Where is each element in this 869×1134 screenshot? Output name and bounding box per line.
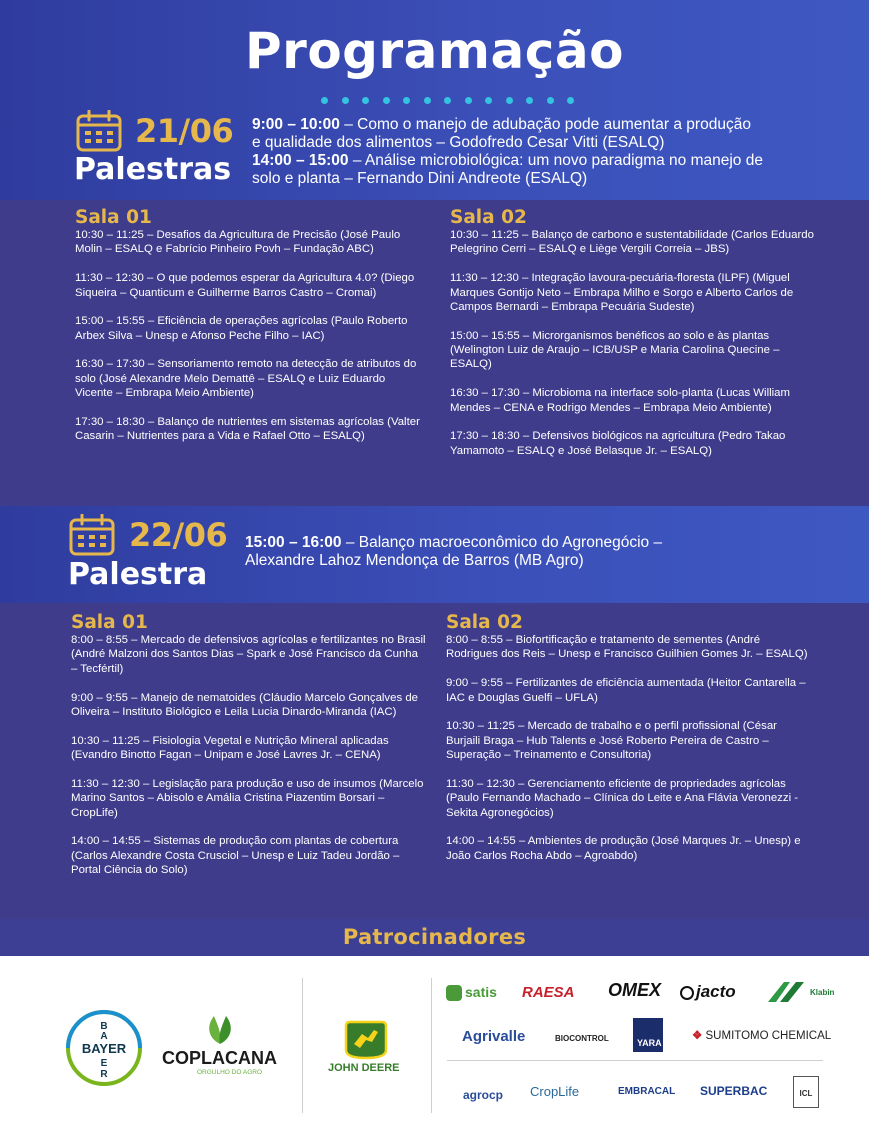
list-item: 14:00 – 14:55 – Ambientes de produção (José Marques Jr. – Unesp) e João Carlos Rocha Abdo – Agroabdo) <box>446 835 801 862</box>
svg-text:A: A <box>100 1031 108 1042</box>
decorative-dots <box>321 97 574 104</box>
list-item: 8:00 – 8:55 – Mercado de defensivos agrícolas e fertilizantes no Brasil (André Malzoni dos Santos Dias – Spark e José Francisco da Cunha – Tecfértil) <box>71 634 426 675</box>
sumitomo-logo: ❖ SUMITOMO CHEMICAL <box>692 1030 832 1042</box>
raesa-logo: RAESA <box>522 984 575 1001</box>
day1-sala02 <box>450 208 815 472</box>
talk-line: 9:00 – 10:00 – Como o manejo de adubação pode aumentar a produção <box>252 116 751 133</box>
calendar-icon <box>76 110 122 152</box>
list-item: 10:30 – 11:25 – Balanço de carbono e sustentabilidade (Carlos Eduardo Pelegrino Cerri – ESALQ e Liège Vergili Correia – JBS) <box>450 229 814 256</box>
list-item: 11:30 – 12:30 – Legislação para produção e uso de insumos (Marcelo Marino Santos – Abisolo e Amália Cristina Piazentim Borsari – CropLife) <box>71 777 424 819</box>
icl-logo: ICL <box>793 1076 819 1108</box>
day2-talks <box>245 534 662 570</box>
day2-label: Palestra <box>68 557 208 592</box>
agrocp-logo: agrocp <box>463 1088 504 1102</box>
sponsors-title: Patrocinadores <box>342 925 527 949</box>
list-item: 10:30 – 11:25 – Desafios da Agricultura de Precisão (José Paulo Molin – ESALQ e Fabrício Pinheiro Povh – Fundação ABC) <box>75 229 401 256</box>
list-item: 8:00 – 8:55 – Biofortificação e tratamento de sementes (André Rodrigues dos Reis – Unesp e Francisco Guilhien Gomes Jr. – ESALQ) <box>446 634 808 661</box>
day1-sessions <box>0 200 869 506</box>
talk-line: 15:00 – 16:00 – Balanço macroeconômico do Agronegócio – <box>245 534 663 551</box>
list-item: 16:30 – 17:30 – Sensoriamento remoto na detecção de atributos do solo (José Alexandre Melo Demattê – ESALQ e Luiz Eduardo Vicente – Embrapa Meio Ambiente) <box>75 358 417 400</box>
embracal-logo: EMBRACAL <box>618 1086 676 1097</box>
svg-text:R: R <box>100 1069 108 1080</box>
bayer-logo <box>64 1008 144 1088</box>
croplife-logo: CropLife <box>530 1084 580 1099</box>
day1-sala01 <box>75 208 425 458</box>
talk-line: e qualidade dos alimentos – Godofredo Cesar Vitti (ESALQ) <box>252 134 665 151</box>
sponsors-logos <box>0 956 869 1134</box>
deer-icon <box>344 1020 388 1060</box>
list-item: 11:30 – 12:30 – Integração lavoura-pecuária-floresta (ILPF) (Miguel Marques Gontijo Neto – Embrapa Milho e Sorgo e Alberto Carlos de Campos Bernardi – Embrapa Pecuária Sudeste) <box>450 272 794 313</box>
list-item: 16:30 – 17:30 – Microbioma na interface solo-planta (Lucas William Mendes – CENA e Rodrigo Mendes – Embrapa Meio Ambiente) <box>450 387 790 414</box>
day2-sala01 <box>71 613 426 892</box>
yara-logo: YARA <box>633 1018 663 1052</box>
john-deere-logo: JOHN DEERE <box>328 1062 400 1074</box>
list-item: 17:30 – 18:30 – Balanço de nutrientes em sistemas agrícolas (Valter Casarin – Nutrientes para a Vida e Rafael Otto – ESALQ) <box>75 415 420 443</box>
list-item: 15:00 – 15:55 – Eficiência de operações agrícolas (Paulo Roberto Arbex Silva – Unesp e Afonso Peche Filho – IAC) <box>75 315 408 342</box>
superbac-logo: SUPERBAC <box>700 1084 768 1098</box>
list-item: 10:30 – 11:25 – Mercado de trabalho e o perfil profissional (César Burjaili Braga – Hub Talents e José Roberto Pereira de Castro – Superação – Treinamento e Consultoria) <box>446 720 777 762</box>
day2-date: 22/06 <box>129 516 228 554</box>
sala-title: Sala 02 <box>450 207 527 228</box>
day2-sessions <box>0 603 869 919</box>
klabin-logo: Klabin <box>766 980 836 1004</box>
sala-title: Sala 01 <box>75 207 152 228</box>
list-item: 17:30 – 18:30 – Defensivos biológicos na agricultura (Pedro Takao Yamamoto – ESALQ e José Belasque Jr. – ESALQ) <box>450 430 786 457</box>
list-item: 11:30 – 12:30 – O que podemos esperar da Agricultura 4.0? (Diego Siqueira – Quanticum e Guilherme Barros Castro – Cromai) <box>75 272 415 299</box>
leaf-icon <box>200 1012 240 1046</box>
omex-logo: OMEX <box>608 980 662 1000</box>
list-item: 9:00 – 9:55 – Fertilizantes de eficiência aumentada (Heitor Cantarella – IAC e Douglas Guelfi – UFLA) <box>446 677 806 704</box>
page-title: Programação <box>245 22 624 80</box>
day1-talks <box>252 116 763 188</box>
coplacana-tagline: ORGULHO DO AGRO <box>197 1069 263 1076</box>
svg-text:BAYER: BAYER <box>81 1041 127 1056</box>
agrivalle-logo: Agrivalle <box>462 1028 526 1045</box>
biocontrol-logo: BIOCONTROL <box>555 1034 609 1043</box>
satis-logo: satis <box>446 984 497 1001</box>
list-item: 14:00 – 14:55 – Sistemas de produção com plantas de cobertura (Carlos Alexandre Costa Crusciol – Unesp e Luiz Tadeu Jordão – Portal Ciência do Solo) <box>71 835 400 877</box>
coplacana-logo: COPLACANA <box>162 1048 277 1068</box>
talk-line: Alexandre Lahoz Mendonça de Barros (MB Agro) <box>245 552 584 569</box>
sala-title: Sala 02 <box>446 612 523 633</box>
day1-date: 21/06 <box>135 112 234 150</box>
day1-label: Palestras <box>74 152 232 187</box>
list-item: 11:30 – 12:30 – Gerenciamento eficiente de propriedades agrícolas (Paulo Fernando Machado – Clínica do Leite e Ana Flávia Veronezzi - Sekita Agronegócios) <box>446 777 799 819</box>
sala-title: Sala 01 <box>71 612 148 633</box>
talk-line: 14:00 – 15:00 – Análise microbiológica: um novo paradigma no manejo de <box>252 152 763 169</box>
jacto-logo: jacto <box>680 982 736 1002</box>
day2-sala02 <box>446 613 811 877</box>
list-item: 15:00 – 15:55 – Microrganismos benéficos ao solo e às plantas (Welington Luiz de Araujo – ICB/USP e Maria Carolina Quecine – ESALQ) <box>450 329 780 371</box>
list-item: 9:00 – 9:55 – Manejo de nematoides (Cláudio Marcelo Gonçalves de Oliveira – Instituto Biológico e Leila Lucia Dinardo-Miranda (IAC) <box>71 691 418 718</box>
svg-text:E: E <box>100 1058 108 1069</box>
svg-text:B: B <box>100 1021 108 1032</box>
talk-line: solo e planta – Fernando Dini Andreote (ESALQ) <box>252 170 588 187</box>
calendar-icon <box>69 514 115 556</box>
list-item: 10:30 – 11:25 – Fisiologia Vegetal e Nutrição Mineral aplicadas (Evandro Binotto Fagan – Unipam e José Lavres Jr. – CENA) <box>71 734 389 762</box>
